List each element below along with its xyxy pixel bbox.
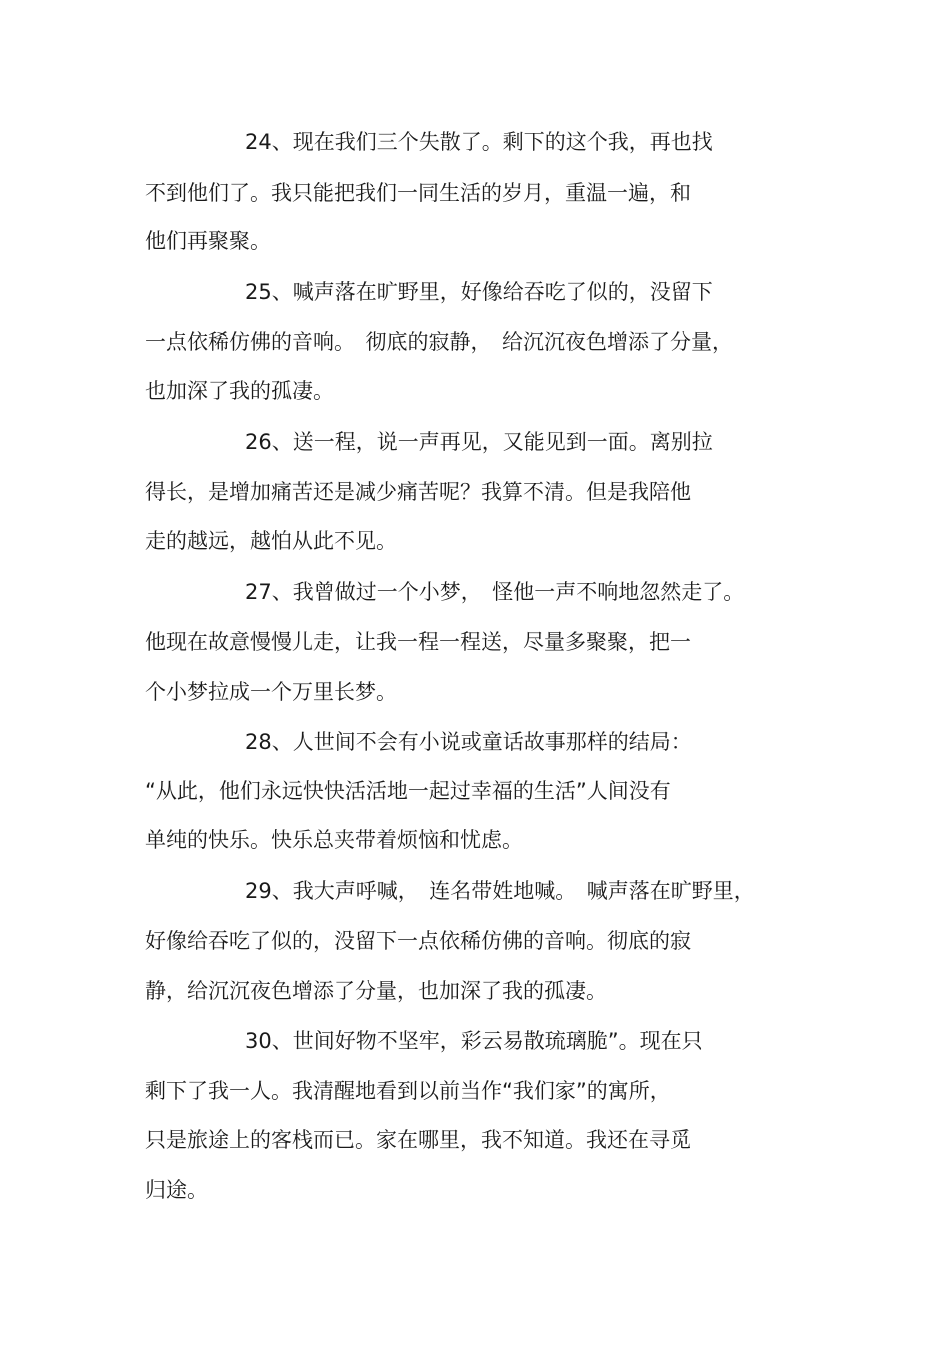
paragraph-27-line-2: 他现在故意慢慢儿走，让我一程一程送，尽量多聚聚，把一 xyxy=(145,630,691,654)
paragraph-27-line-3: 个小梦拉成一个万里长梦。 xyxy=(145,680,397,704)
paragraph-24-line-1: 24、现在我们三个失散了。剩下的这个我，再也找 xyxy=(245,130,713,154)
paragraph-26-line-3: 走的越远，越怕从此不见。 xyxy=(145,529,397,553)
paragraph-25-line-1: 25、喊声落在旷野里，好像给吞吃了似的，没留下 xyxy=(245,280,713,304)
paragraph-28-line-1: 28、人世间不会有小说或童话故事那样的结局： xyxy=(245,730,692,754)
paragraph-25-line-3: 也加深了我的孤凄。 xyxy=(145,379,334,403)
paragraph-27-line-1: 27、我曾做过一个小梦， 怪他一声不响地忽然走了。 xyxy=(245,580,745,604)
paragraph-29-line-3: 静，给沉沉夜色增添了分量，也加深了我的孤凄。 xyxy=(145,979,607,1003)
paragraph-29-line-1: 29、我大声呼喊， 连名带姓地喊。 喊声落在旷野里， xyxy=(245,879,755,903)
paragraph-30-line-2: 剩下了我一人。我清醒地看到以前当作“我们家”的寓所， xyxy=(145,1079,671,1103)
paragraph-24-line-2: 不到他们了。我只能把我们一同生活的岁月，重温一遍，和 xyxy=(145,181,691,205)
paragraph-26-line-1: 26、送一程，说一声再见，又能见到一面。离别拉 xyxy=(245,430,713,454)
paragraph-29-line-2: 好像给吞吃了似的，没留下一点依稀仿佛的音响。彻底的寂 xyxy=(145,929,691,953)
paragraph-24-line-3: 他们再聚聚。 xyxy=(145,229,271,253)
paragraph-25-line-2: 一点依稀仿佛的音响。 彻底的寂静， 给沉沉夜色增添了分量， xyxy=(145,330,733,354)
paragraph-30-line-1: 30、世间好物不坚牢，彩云易散琉璃脆”。现在只 xyxy=(245,1029,703,1053)
paragraph-30-line-4: 归途。 xyxy=(145,1178,208,1202)
paragraph-28-line-3: 单纯的快乐。快乐总夹带着烦恼和忧虑。 xyxy=(145,828,523,852)
paragraph-26-line-2: 得长，是增加痛苦还是减少痛苦呢？我算不清。但是我陪他 xyxy=(145,480,691,504)
paragraph-28-line-2: “从此，他们永远快快活活地一起过幸福的生活”人间没有 xyxy=(145,779,671,803)
paragraph-30-line-3: 只是旅途上的客栈而已。家在哪里，我不知道。我还在寻觅 xyxy=(145,1128,691,1152)
